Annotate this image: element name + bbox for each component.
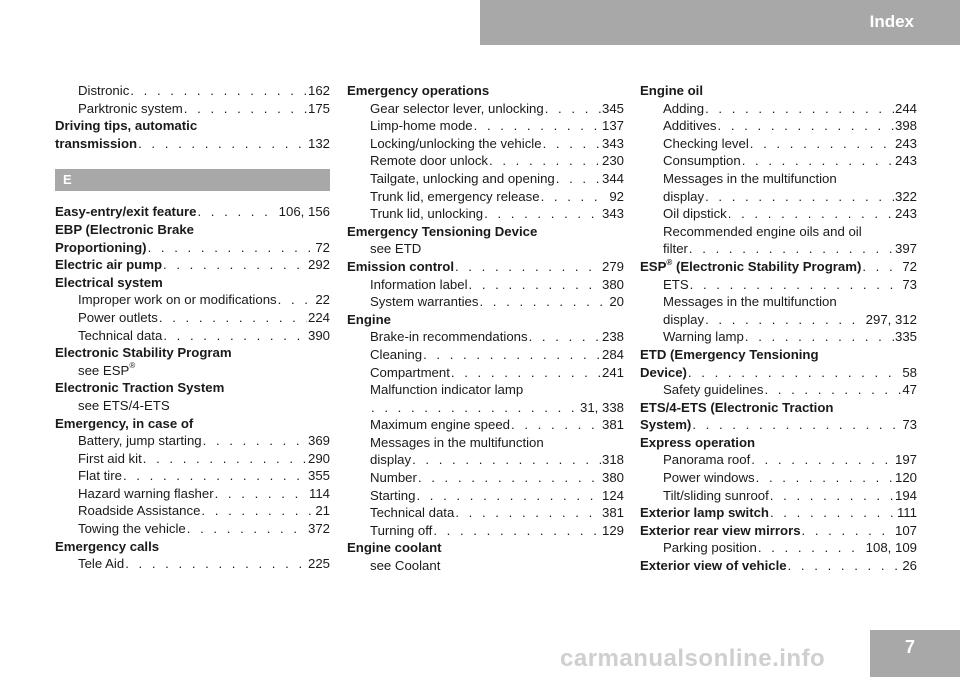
cross-reference: see ETD (370, 241, 422, 257)
index-entry: Power outlets . . . 224 (55, 309, 330, 327)
index-subheading: Malfunction indicator lamp (370, 382, 524, 398)
index-entry: Tailgate, unlocking and opening . . . 344 (347, 170, 624, 188)
index-entry: Distronic . . . 162 (55, 82, 330, 100)
index-entry: Exterior view of vehicle . . . 26 (640, 557, 917, 575)
index-heading: Electronic Traction System (55, 380, 225, 396)
index-entry: display . . . 322 (640, 188, 917, 206)
index-heading: Emergency, in case of (55, 415, 194, 431)
index-entry: Adding . . . 244 (640, 100, 917, 118)
index-entry: Battery, jump starting . . . 369 (55, 432, 330, 450)
index-entry: Oil dipstick . . . 243 (640, 205, 917, 223)
index-subheading: Recommended engine oils and oil (663, 223, 862, 239)
index-entry: Remote door unlock . . . 230 (347, 152, 624, 170)
index-subheading: Messages in the multifunction (663, 170, 837, 186)
index-entry: Improper work on or modifications . . . 22 (55, 291, 330, 309)
index-entry: transmission . . . 132 (55, 135, 330, 153)
index-entry: Brake-in recommendations . . . 238 (347, 328, 624, 346)
page-number-tab (870, 630, 960, 677)
index-heading: Engine oil (640, 83, 704, 98)
watermark: carmanualsonline.info (560, 645, 826, 672)
index-entry: Roadside Assistance . . . 21 (55, 502, 330, 520)
index-entry: Towing the vehicle . . . 372 (55, 520, 330, 538)
page-title: Index (869, 12, 914, 31)
index-entry: Safety guidelines . . . 47 (640, 381, 917, 399)
index-entry: ETS . . . 73 (640, 276, 917, 294)
index-heading: ETS/4-ETS (Electronic Traction (640, 399, 834, 415)
index-heading: Driving tips, automatic (55, 118, 198, 134)
index-entry: Technical data . . . 390 (55, 327, 330, 345)
index-entry: Flat tire . . . 355 (55, 467, 330, 485)
index-entry: Limp-home mode . . . 137 (347, 117, 624, 135)
index-column-1 (55, 82, 330, 573)
index-entry: Turning off . . . 129 (347, 522, 624, 540)
index-heading: ETD (Emergency Tensioning (640, 346, 819, 362)
index-subheading: Messages in the multifunction (370, 434, 544, 450)
index-entry: Information label . . . 380 (347, 276, 624, 294)
index-entry: Emission control . . . 279 (347, 258, 624, 276)
index-heading: Emergency operations (347, 83, 490, 98)
index-entry: System) . . . 73 (640, 416, 917, 434)
index-entry: Compartment . . . 241 (347, 364, 624, 382)
index-entry: Additives . . . 398 (640, 117, 917, 135)
index-entry: Starting . . . 124 (347, 487, 624, 505)
index-entry: Locking/unlocking the vehicle . . . 343 (347, 135, 624, 153)
cross-reference: see ETS/4-ETS (78, 397, 170, 413)
index-entry: Gear selector lever, unlocking . . . 345 (347, 100, 624, 118)
index-heading: Engine coolant (347, 540, 442, 556)
index-entry: Checking level . . . 243 (640, 135, 917, 153)
index-entry: Easy-entry/exit feature . . . 106, 156 (55, 203, 330, 221)
registered-mark: ® (129, 361, 136, 371)
index-subheading: Messages in the multifunction (663, 294, 837, 310)
index-entry: Proportioning) . . . 72 (55, 239, 330, 257)
index-column-2 (347, 82, 624, 575)
index-heading: Express operation (640, 434, 756, 450)
index-heading: Emergency Tensioning Device (347, 223, 538, 239)
index-entry: Hazard warning flasher . . . 114 (55, 485, 330, 503)
index-entry: Power windows . . . 120 (640, 469, 917, 487)
index-entry: First aid kit . . . 290 (55, 450, 330, 468)
index-entry: Trunk lid, unlocking . . . 343 (347, 205, 624, 223)
index-entry: Number . . . 380 (347, 469, 624, 487)
index-entry: Tele Aid . . . 225 (55, 555, 330, 573)
index-entry: filter . . . 397 (640, 240, 917, 258)
index-entry: Parktronic system . . . 175 (55, 100, 330, 118)
index-heading: Engine (347, 311, 391, 327)
index-entry: Warning lamp . . . 335 (640, 328, 917, 346)
index-entry: . . . 31, 338 (347, 399, 624, 417)
index-entry: ESP® (Electronic Stability Program) . . . 72 (640, 258, 917, 276)
index-heading: Emergency calls (55, 538, 160, 554)
page-number: 7 (904, 637, 915, 657)
cross-reference: see ESP® (78, 361, 136, 378)
section-letter-bar: E (55, 169, 330, 191)
index-entry: Consumption . . . 243 (640, 152, 917, 170)
cross-reference: see Coolant (370, 558, 441, 574)
registered-mark: ® (666, 257, 673, 267)
index-entry: Panorama roof . . . 197 (640, 451, 917, 469)
index-entry: Technical data . . . 381 (347, 504, 624, 522)
index-entry: display . . . 318 (347, 451, 624, 469)
index-entry: Exterior rear view mirrors . . . 107 (640, 522, 917, 540)
index-heading: Electronic Stability Program (55, 345, 232, 361)
index-entry: System warranties . . . 20 (347, 293, 624, 311)
index-entry: display . . . 297, 312 (640, 311, 917, 329)
header-band (480, 0, 960, 45)
index-entry: Maximum engine speed . . . 381 (347, 416, 624, 434)
index-entry: Tilt/sliding sunroof . . . 194 (640, 487, 917, 505)
index-entry: Exterior lamp switch . . . 111 (640, 504, 917, 522)
index-heading: Electrical system (55, 274, 163, 290)
index-entry: Electric air pump . . . 292 (55, 256, 330, 274)
index-entry: Device) . . . 58 (640, 364, 917, 382)
index-heading: EBP (Electronic Brake (55, 221, 195, 237)
index-entry: Trunk lid, emergency release . . . 92 (347, 188, 624, 206)
index-column-3 (640, 82, 917, 575)
index-entry: Cleaning . . . 284 (347, 346, 624, 364)
index-entry: Parking position . . . 108, 109 (640, 539, 917, 557)
